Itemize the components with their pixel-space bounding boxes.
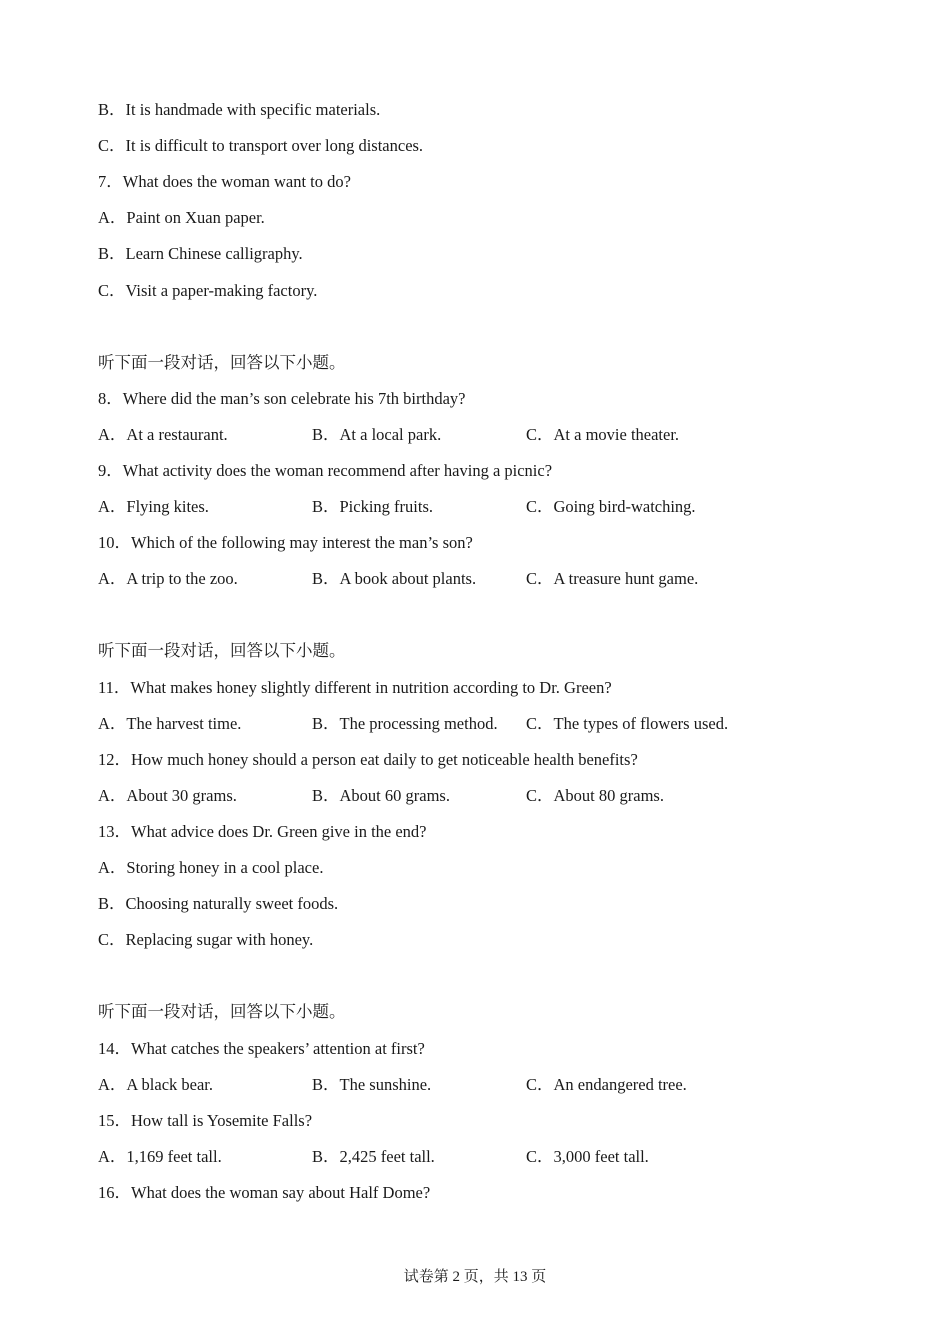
q9-option-b: B．Picking fruits. [312,497,434,516]
q14-option-b: B．The sunshine. [312,1075,432,1094]
q8-question: 8．Where did the man’s son celebrate his 7th birthday? [98,389,466,408]
q10-question: 10．Which of the following may interest the man’s son? [98,533,473,552]
section-instruction: 听下面一段对话，回答以下小题。 [98,353,346,372]
q15-option-c: C．3,000 feet tall. [526,1147,649,1166]
q10-option-a: A．A trip to the zoo. [98,569,238,588]
q11-option-b: B．The processing method. [312,714,498,733]
section-instruction: 听下面一段对话，回答以下小题。 [98,641,346,660]
q10-option-c: C．A treasure hunt game. [526,569,699,588]
q16-question: 16．What does the woman say about Half Dome? [98,1183,431,1202]
q13-question: 13．What advice does Dr. Green give in the end? [98,822,427,841]
q8-option-b: B．At a local park. [312,425,442,444]
q10-option-b: B．A book about plants. [312,569,477,588]
q14-option-a: A．A black bear. [98,1075,214,1094]
q13-option-c: C．Replacing sugar with honey. [98,930,314,949]
q7-option-b: B．Learn Chinese calligraphy. [98,244,303,263]
q15-option-b: B．2,425 feet tall. [312,1147,435,1166]
q9-option-a: A．Flying kites. [98,497,209,516]
q7-option-c: C．Visit a paper-making factory. [98,281,318,300]
q7-option-a: A．Paint on Xuan paper. [98,208,265,227]
q7-question: 7．What does the woman want to do? [98,172,351,191]
q15-question: 15．How tall is Yosemite Falls? [98,1111,313,1130]
q13-option-b: B．Choosing naturally sweet foods. [98,894,339,913]
q8-option-a: A．At a restaurant. [98,425,228,444]
q11-option-a: A．The harvest time. [98,714,242,733]
q13-option-a: A．Storing honey in a cool place. [98,858,324,877]
q11-question: 11．What makes honey slightly different in nutrition according to Dr. Green? [98,678,612,697]
q12-option-c: C．About 80 grams. [526,786,664,805]
q6-option-b: B．It is handmade with specific materials. [98,100,381,119]
q15-option-a: A．1,169 feet tall. [98,1147,222,1166]
page-footer: 试卷第 2 页，共 13 页 [403,1269,547,1285]
q9-option-c: C．Going bird-watching. [526,497,696,516]
q9-question: 9．What activity does the woman recommend after having a picnic? [98,461,553,480]
q12-option-b: B．About 60 grams. [312,786,450,805]
q6-option-c: C．It is difficult to transport over long distances. [98,136,424,155]
q12-option-a: A．About 30 grams. [98,786,237,805]
q8-option-c: C．At a movie theater. [526,425,680,444]
q14-question: 14．What catches the speakers’ attention at first? [98,1039,425,1058]
section-instruction: 听下面一段对话，回答以下小题。 [98,1002,346,1021]
q12-question: 12．How much honey should a person eat daily to get noticeable health benefits? [98,750,638,769]
q11-option-c: C．The types of flowers used. [526,714,729,733]
q14-option-c: C．An endangered tree. [526,1075,687,1094]
